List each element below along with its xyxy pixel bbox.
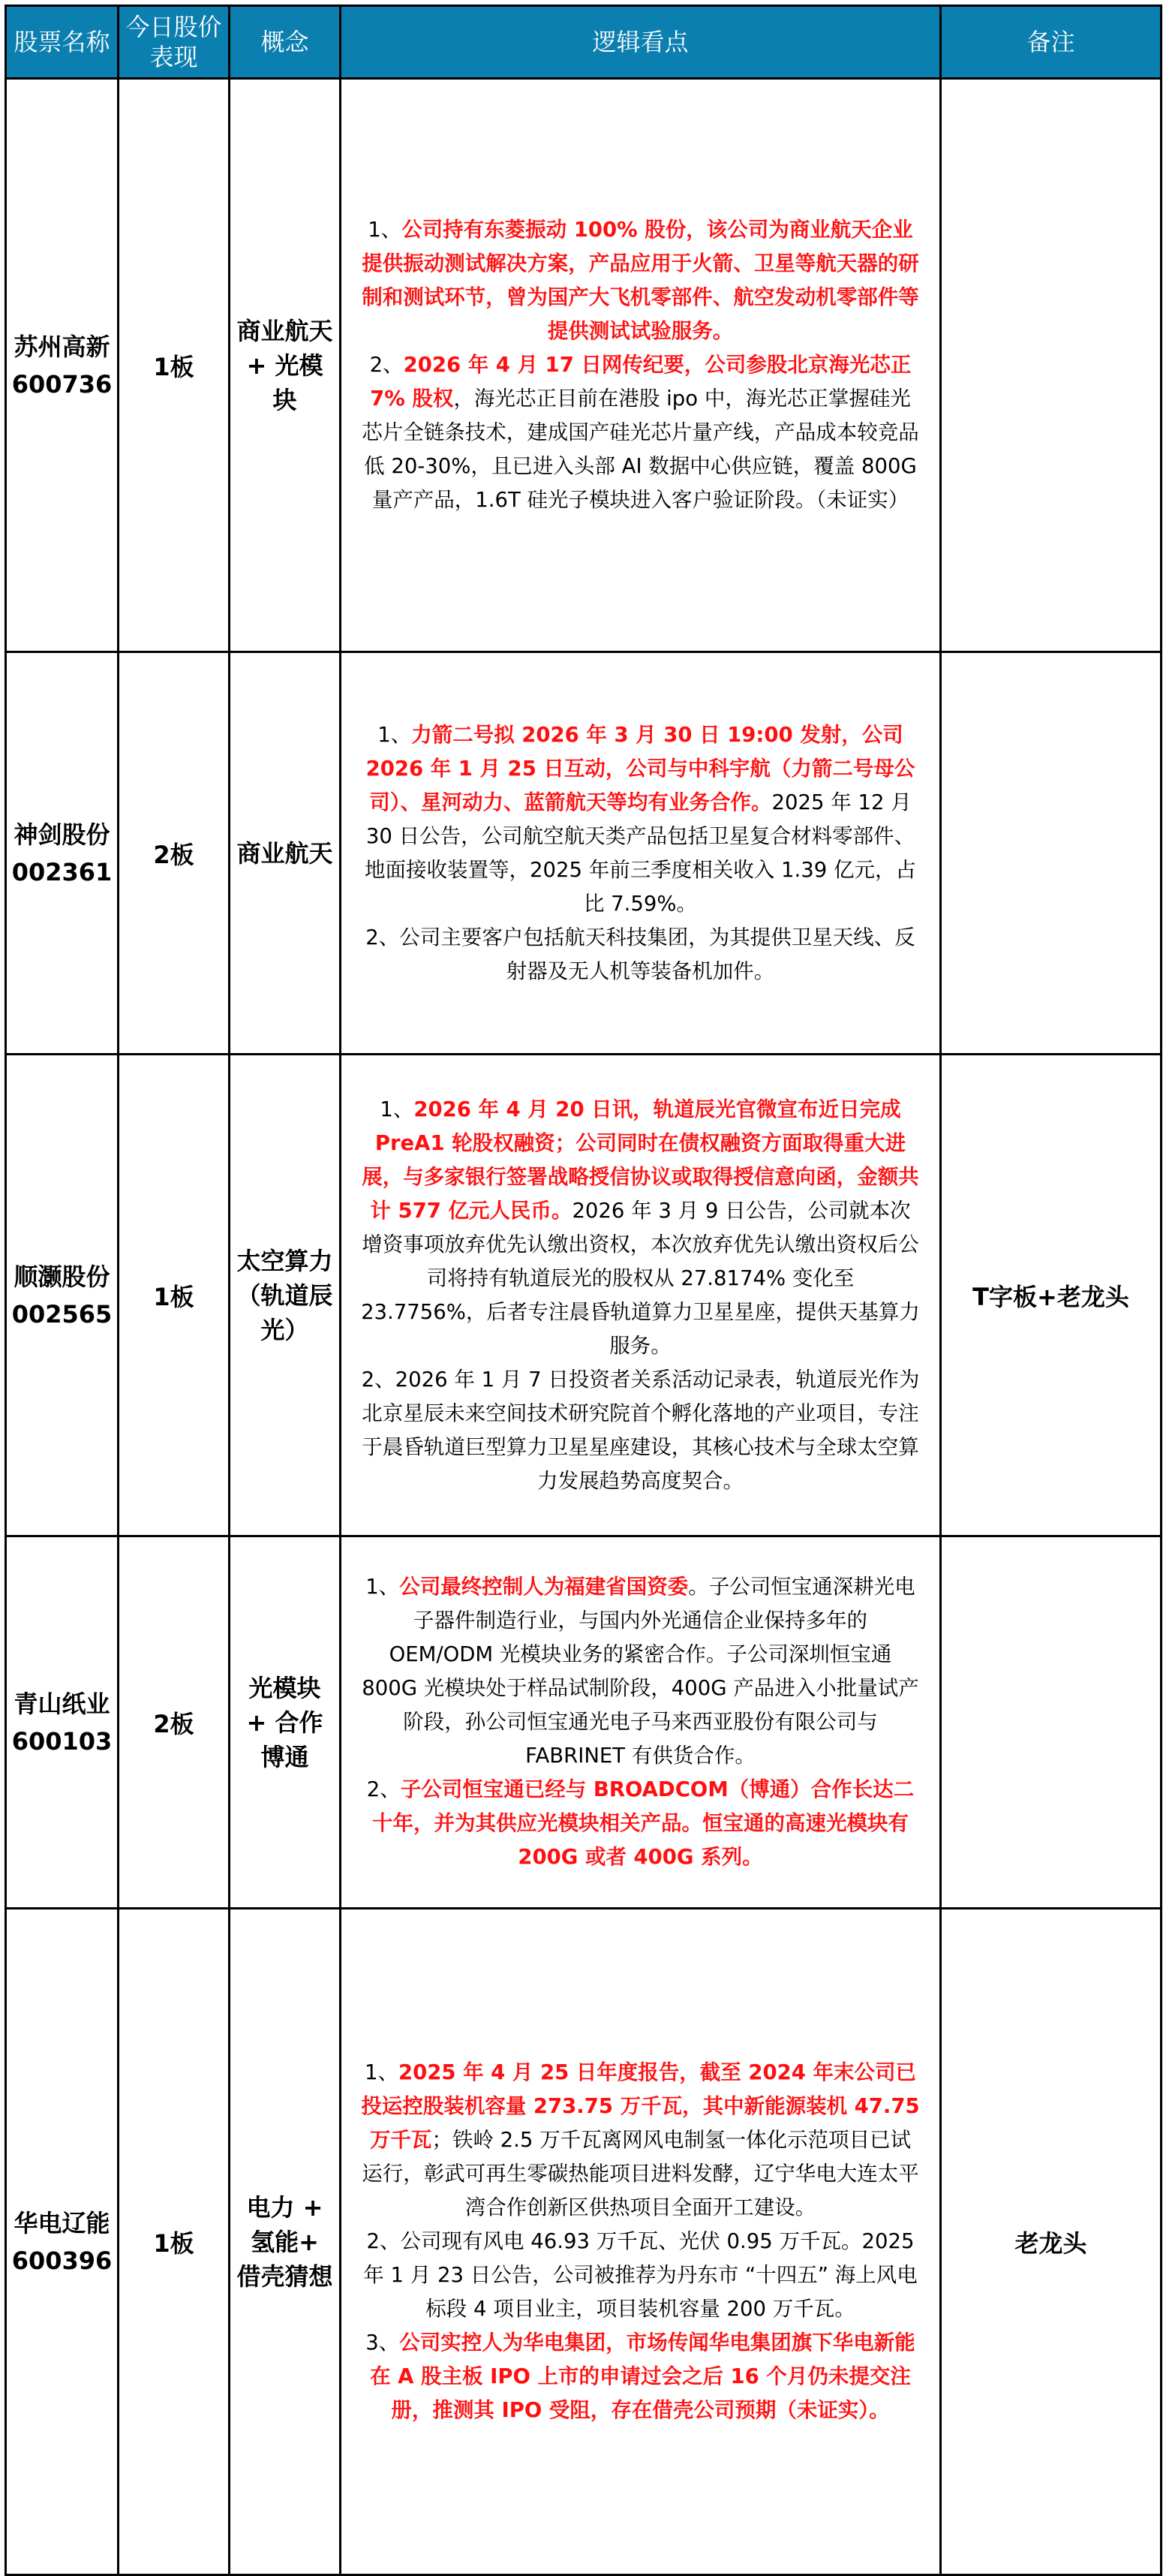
body-text: 2、公司主要客户包括航天科技集团，为其提供卫星天线、反射器及无人机等装备机加件。 bbox=[365, 925, 915, 983]
performance-cell: 1板 bbox=[119, 1909, 230, 2575]
logic-cell bbox=[341, 1909, 941, 2575]
highlight-text: 公司持有东菱振动 100% 股份，该公司为商业航天企业提供振动测试解决方案，产品应用于火箭、卫星等航天器的研制和测试环节，曾为国产大飞机零部件、航空发动机零部件等提供测试试验服务。 bbox=[362, 218, 919, 343]
stock-name: 青山纸业 bbox=[14, 1689, 110, 1718]
stock-name-cell bbox=[6, 1055, 119, 1536]
performance-cell: 1板 bbox=[119, 1055, 230, 1536]
logic-paragraph bbox=[361, 1363, 920, 1498]
note-cell: 老龙头 bbox=[941, 1909, 1161, 2575]
body-text: 2、 bbox=[366, 1777, 401, 1801]
performance-cell: 2板 bbox=[119, 1536, 230, 1909]
stock-name: 苏州高新 bbox=[14, 332, 110, 361]
header-performance: 今日股价表现 bbox=[119, 6, 230, 79]
header-concept: 概念 bbox=[230, 6, 341, 79]
stock-name-cell bbox=[6, 1909, 119, 2575]
logic-cell bbox=[341, 79, 941, 652]
stock-code: 600396 bbox=[11, 2246, 113, 2275]
body-text: 3、 bbox=[365, 2331, 400, 2355]
body-text: 1、 bbox=[365, 2060, 398, 2084]
table-body bbox=[6, 79, 1161, 2575]
logic-paragraph bbox=[361, 2225, 920, 2326]
logic-paragraph bbox=[361, 921, 920, 989]
logic-cell bbox=[341, 1055, 941, 1536]
stock-name-cell bbox=[6, 79, 119, 652]
logic-paragraph bbox=[361, 718, 920, 921]
table-row bbox=[6, 1055, 1161, 1536]
logic-cell bbox=[341, 652, 941, 1055]
body-text: 1、 bbox=[377, 722, 412, 747]
body-text: 。子公司恒宝通深耕光电子器件制造行业，与国内外光通信企业保持多年的 OEM/ODM 光模块业务的紧密合作。子公司深圳恒宝通 800G 光模块处于样品试制阶段，400G 产品进入小批量试产阶段，孙公司恒宝通光电子马来西亚股份有限公司与 FABRINET 有供货合作。 bbox=[362, 1575, 919, 1768]
logic-paragraph bbox=[361, 348, 920, 517]
concept-cell: 商业航天 bbox=[230, 652, 341, 1055]
logic-paragraph bbox=[361, 2056, 920, 2225]
highlight-text: 2026 年 4 月 20 日讯，轨道辰光官微宣布近日完成 PreA1 轮股权融资；公司同时在债权融资方面取得重大进展，与多家银行签署战略授信协议或取得授信意向函，金额共计 577 亿元人民币。 bbox=[362, 1097, 919, 1223]
body-text: 2、公司现有风电 46.93 万千瓦、光伏 0.95 万千瓦。2025 年 1 月 23 日公告，公司被推荐为丹东市 “十四五” 海上风电标段 4 项目业主，项目装机容量 200 万千瓦。 bbox=[363, 2229, 918, 2321]
stock-name-cell bbox=[6, 652, 119, 1055]
highlight-text: 2026 年 4 月 17 日网传纪要，公司参股北京海光芯正 7% 股权 bbox=[370, 353, 912, 411]
note-cell: T字板+老龙头 bbox=[941, 1055, 1161, 1536]
logic-cell bbox=[341, 1536, 941, 1909]
body-text: 1、 bbox=[365, 1575, 400, 1599]
table-row bbox=[6, 652, 1161, 1055]
highlight-text: 2025 年 4 月 25 日年度报告，截至 2024 年末公司已投运控股装机容量 273.75 万千瓦，其中新能源装机 47.75 万千瓦 bbox=[361, 2060, 920, 2152]
stock-code: 600736 bbox=[11, 369, 113, 399]
stock-name: 神剑股份 bbox=[14, 820, 110, 849]
stock-name-cell bbox=[6, 1536, 119, 1909]
note-cell bbox=[941, 1536, 1161, 1909]
stock-code: 002361 bbox=[11, 857, 113, 886]
header-stock-name: 股票名称 bbox=[6, 6, 119, 79]
logic-paragraph bbox=[361, 1093, 920, 1363]
stock-name: 顺灏股份 bbox=[14, 1262, 110, 1291]
body-text: 1、 bbox=[368, 218, 402, 242]
body-text: ；铁岭 2.5 万千瓦离网风电制氢一体化示范项目已试运行，彰武可再生零碳热能项目进料发酵，辽宁华电大连太平湾合作创新区供热项目全面开工建设。 bbox=[362, 2128, 919, 2219]
logic-paragraph bbox=[361, 2326, 920, 2427]
body-text: ，海光芯正目前在港股 ipo 中，海光芯正掌握硅光芯片全链条技术，建成国产硅光芯片量产线，产品成本较竞品低 20-30%，且已进入头部 AI 数据中心供应链，覆盖 800G 量产产品，1.6T 硅光子模块进入客户验证阶段。（未证实） bbox=[362, 387, 919, 512]
stock-code: 600103 bbox=[11, 1726, 113, 1756]
logic-paragraph bbox=[361, 213, 920, 348]
highlight-text: 公司最终控制人为福建省国资委 bbox=[399, 1575, 689, 1599]
highlight-text: 子公司恒宝通已经与 BROADCOM（博通）合作长达二十年，并为其供应光模块相关产品。恒宝通的高速光模块有 200G 或者 400G 系列。 bbox=[372, 1777, 915, 1869]
header-note: 备注 bbox=[941, 6, 1161, 79]
header-logic: 逻辑看点 bbox=[341, 6, 941, 79]
body-text: 2、 bbox=[369, 353, 404, 377]
logic-paragraph bbox=[361, 1773, 920, 1874]
note-cell bbox=[941, 79, 1161, 652]
stock-name: 华电辽能 bbox=[14, 2208, 110, 2237]
performance-cell: 1板 bbox=[119, 79, 230, 652]
body-text: 2025 年 12 月 30 日公告，公司航空航天类产品包括卫星复合材料零部件、地面接收装置等，2025 年前三季度相关收入 1.39 亿元，占比 7.59%。 bbox=[365, 790, 916, 916]
highlight-text: 公司实控人为华电集团，市场传闻华电集团旗下华电新能在 A 股主板 IPO 上市的申请过会之后 16 个月仍未提交注册，推测其 IPO 受阻，存在借壳公司预期（未证实）。 bbox=[370, 2331, 915, 2422]
concept-cell: 光模块 + 合作博通 bbox=[230, 1536, 341, 1909]
concept-cell: 太空算力（轨道辰光） bbox=[230, 1055, 341, 1536]
table-row bbox=[6, 1536, 1161, 1909]
body-text: 2026 年 3 月 9 日公告，公司就本次增资事项放弃优先认缴出资权，本次放弃优先认缴出资权后公司将持有轨道辰光的股权从 27.8174% 变化至 23.7756%，后者专注晨昏轨道算力卫星星座，提供天基算力服务。 bbox=[361, 1198, 920, 1358]
stock-code: 002565 bbox=[11, 1299, 113, 1329]
highlight-text: 力箭二号拟 2026 年 3 月 30 日 19:00 发射，公司 2026 年 1 月 25 日互动，公司与中科宇航（力箭二号母公司）、星河动力、蓝箭航天等均有业务合作。 bbox=[365, 722, 915, 814]
performance-cell: 2板 bbox=[119, 652, 230, 1055]
body-text: 1、 bbox=[380, 1097, 414, 1121]
logic-paragraph bbox=[361, 1570, 920, 1773]
stock-table bbox=[5, 5, 1162, 2576]
body-text: 2、2026 年 1 月 7 日投资者关系活动记录表，轨道辰光作为北京星辰未来空间技术研究院首个孵化落地的产业项目，专注于晨昏轨道巨型算力卫星星座建设，其核心技术与全球太空算力发展趋势高度契合。 bbox=[361, 1367, 920, 1493]
concept-cell: 电力 + 氢能+ 借壳猜想 bbox=[230, 1909, 341, 2575]
table-row bbox=[6, 79, 1161, 652]
header-row bbox=[6, 6, 1161, 79]
table-row bbox=[6, 1909, 1161, 2575]
note-cell bbox=[941, 652, 1161, 1055]
concept-cell: 商业航天 + 光模块 bbox=[230, 79, 341, 652]
